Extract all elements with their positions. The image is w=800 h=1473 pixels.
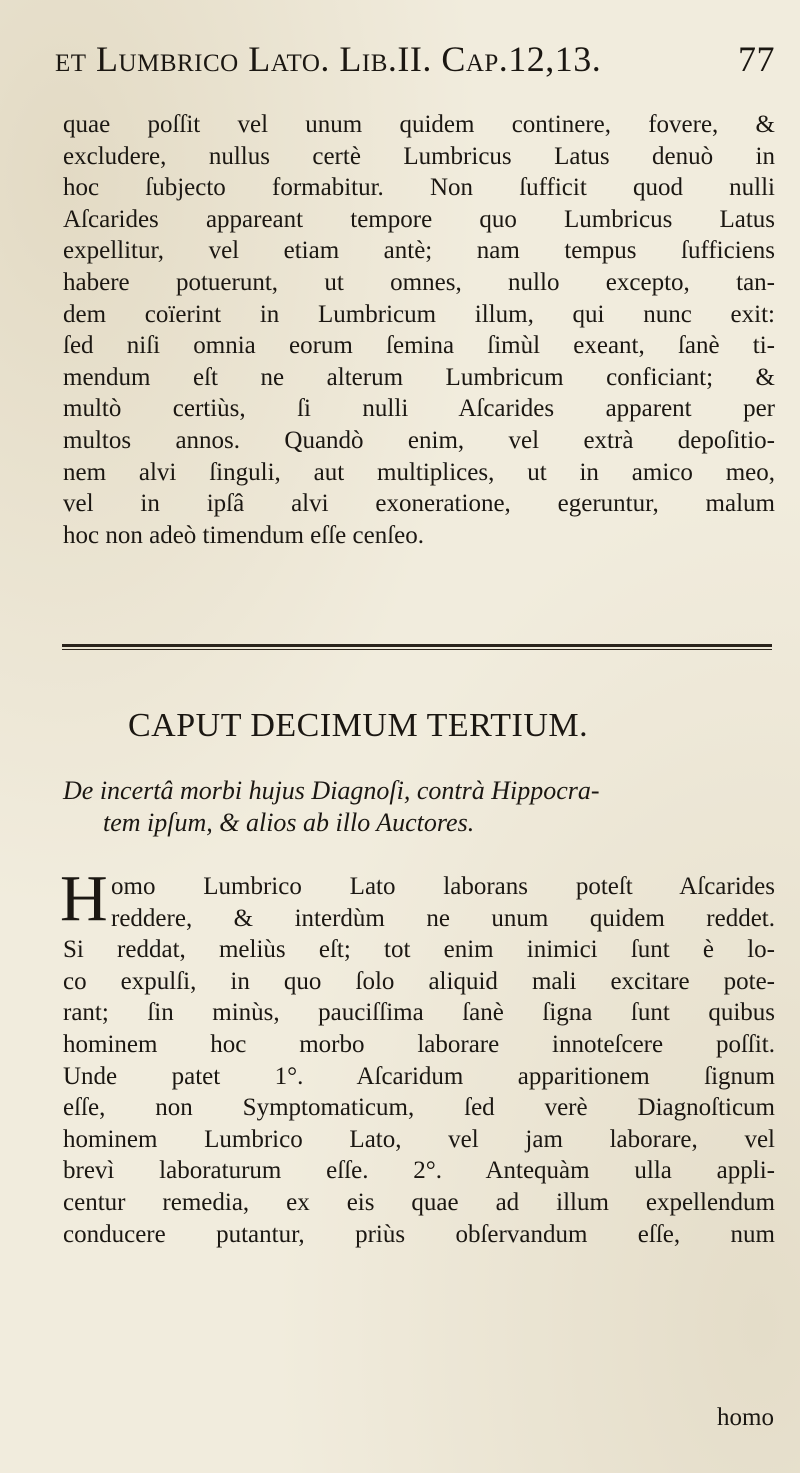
page-number: 77 <box>738 39 775 79</box>
text-line: Si reddat, meliùs eſt; tot enim inimici ſunt è lo- <box>63 936 775 964</box>
text-line: expellitur, vel etiam antè; nam tempus ſufficiens <box>63 237 775 265</box>
subtitle-line: De incertâ morbi hujus Diagnoſi, contrà Hippocra- <box>63 776 600 805</box>
text-line: multos annos. Quandò enim, vel extrà depoſitio- <box>63 426 775 454</box>
paragraph-chapter-body <box>63 871 775 1250</box>
text-line: vel in ipſâ alvi exoneratione, egeruntur, malum <box>63 490 775 518</box>
running-head-reference: Lib.II. Cap.12,13. <box>339 39 602 79</box>
text-line: nem alvi ſinguli, aut multiplices, ut in amico meo, <box>63 458 775 486</box>
text-line: mendum eſt ne alterum Lumbricum conficiant; & <box>63 363 775 391</box>
running-head-prefix: et <box>55 39 87 79</box>
text-line: reddere, & interdùm ne unum quidem reddet. <box>111 904 775 932</box>
text-line: ſed niſi omnia eorum ſemina ſimùl exeant, ſanè ti- <box>63 332 775 360</box>
text-line: habere potuerunt, ut omnes, nullo excepto, tan- <box>63 268 775 296</box>
text-line: hominem hoc morbo laborare innoteſcere poſſit. <box>63 1030 775 1058</box>
section-divider-rule <box>62 644 772 647</box>
catchword: homo <box>717 1404 774 1431</box>
text-line: excludere, nullus certè Lumbricus Latus denuò in <box>63 142 775 170</box>
text-line: Unde patet 1°. Aſcaridum apparitionem ſignum <box>63 1062 775 1090</box>
text-line: conducere putantur, priùs obſervandum eſſe, num <box>63 1220 775 1248</box>
text-line: Aſcarides appareant tempore quo Lumbricus Latus <box>63 205 775 233</box>
text-line: hoc non adeò timendum eſſe cenſeo. <box>63 521 424 549</box>
text-line: rant; ſin minùs, pauciſſima ſanè ſigna ſunt quibus <box>63 999 775 1027</box>
text-line: brevì laboraturum eſſe. 2°. Antequàm ulla appli- <box>63 1157 775 1185</box>
text-line: multò certiùs, ſi nulli Aſcarides apparent per <box>63 395 775 423</box>
text-line: centur remedia, ex eis quae ad illum expellendum <box>63 1188 775 1216</box>
text-line: quae poſſit vel unum quidem continere, fovere, & <box>63 111 775 138</box>
subtitle-line: tem ipſum, & alios ab illo Auctores. <box>103 808 475 837</box>
text-line: eſſe, non Symptomaticum, ſed verè Diagnoſticum <box>63 1094 775 1122</box>
text-line: omo Lumbrico Lato laborans poteſt Aſcarides <box>111 873 775 900</box>
text-line: co expulſi, in quo ſolo aliquid mali excitare pote- <box>63 967 775 995</box>
running-head-title: Lumbrico Lato. <box>96 39 330 79</box>
running-head <box>55 38 775 80</box>
text-line: dem coïerint in Lumbricum illum, qui nunc exit: <box>63 300 775 328</box>
chapter-subtitle <box>63 775 775 839</box>
text-line: hoc ſubjecto formabitur. Non ſufficit quod nulli <box>63 174 775 202</box>
chapter-title: CAPUT DECIMUM TERTIUM. <box>128 707 589 744</box>
drop-cap: H <box>60 862 108 935</box>
paragraph-continued <box>63 109 775 551</box>
text-line: hominem Lumbrico Lato, vel jam laborare, vel <box>63 1125 775 1153</box>
